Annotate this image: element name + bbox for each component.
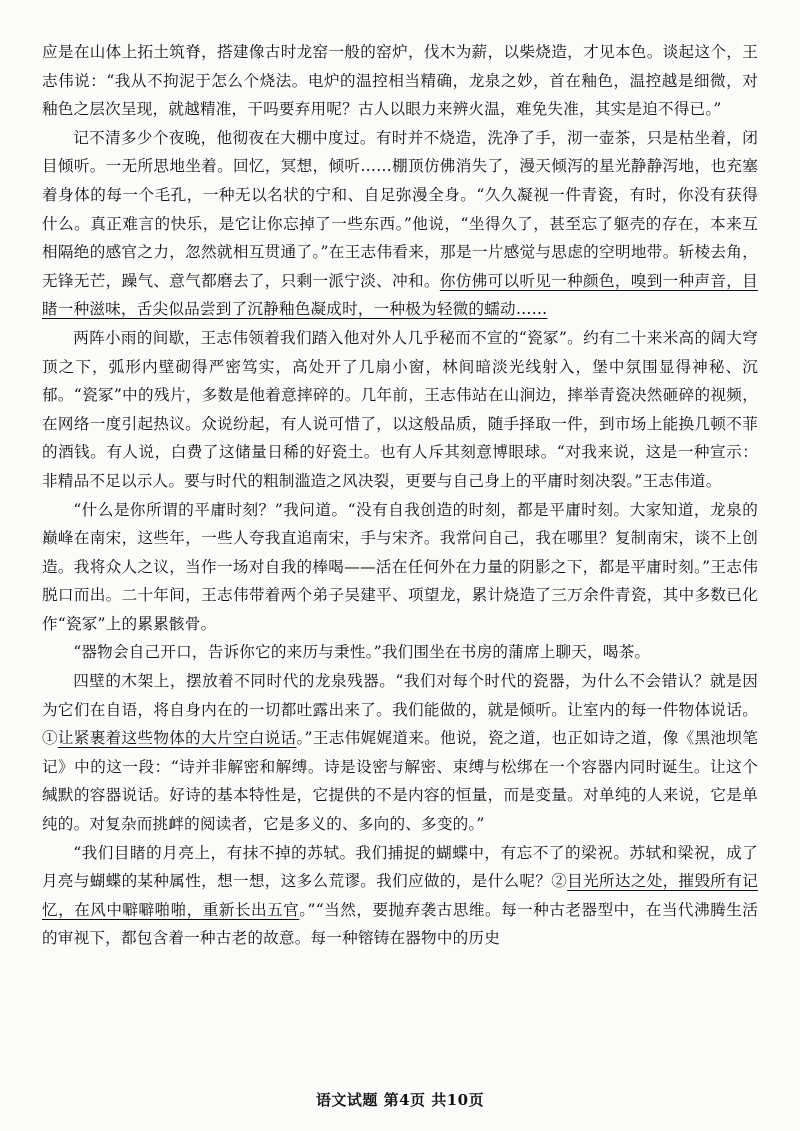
text-segment: 。”王志伟娓娓道来。他说，瓷之道，也正如诗之道，像《黑池坝笔记》中的这一段：“诗并非解密和解缚。诗是设密与解密、束缚与松绑在一个容器内同时诞生。让这个缄默的容器说话。好诗的基本特性是，它提供的不是内容的恒量，而是变量。对单纯的人来说，它是单纯的。对复杂而挑衅的阅读者，它是多义的、多向的、多变的。” <box>42 729 758 834</box>
paragraph <box>42 38 758 124</box>
text-segment: “我们目睹的月亮上，有抹不掉的苏轼。我们捕捉的蝴蝶中，有忘不了的梁祝。苏轼和梁祝，成了月亮与蝴蝶的某种属性，想一想，这多么荒谬。我们应做的，是什么呢？② <box>42 843 758 891</box>
paragraph <box>42 839 758 953</box>
text-segment: 两阵小雨的间歇，王志伟领着我们踏入他对外人几乎秘而不宣的“瓷冢”。约有二十来米高的阔大穹顶之下，弧形内壁砌得严密笃实，高处开了几扇小窗，林间暗淡光线射入，堡中氛围显得神秘、沉郁。“瓷冢”中的残片，多数是他着意摔碎的。几年前，王志伟站在山涧边，摔举青瓷决然砸碎的视频，在网络一度引起热议。众说纷起，有人说可惜了，以这般品质，随手择取一件，到市场上能换几顿不菲的酒钱。有人说，白费了这储量日稀的好瓷土。也有人斥其刻意博眼球。“对我来说，这是一种宣示：非精品不足以示人。要与时代的粗制滥造之风决裂，更要与自己身上的平庸时刻决裂。”王志伟道。 <box>42 328 758 490</box>
article-body <box>42 38 758 953</box>
text-segment: “器物会自己开口，告诉你它的来历与秉性。”我们围坐在书房的蒲席上聊天，喝茶。 <box>73 643 651 662</box>
paragraph <box>42 496 758 639</box>
underlined-text: 让紧裹着这些物体的大片空白说话 <box>57 729 297 748</box>
underlined-text: 目光所达之处，摧毁所有记忆，在风中噼噼啪啪，重新长出五官 <box>42 872 758 919</box>
text-segment: 应是在山体上拓土筑脊，搭建像古时龙窑一般的窑炉，伐木为薪，以柴烧造，才见本色。谈起这个，王志伟说：“我从不拘泥于怎么个烧法。电炉的温控相当精确，龙泉之妙，首在釉色，温控越是细微，对釉色之层次呈现，就越精准，干吗要弃用呢？古人以眼力来辨火温，难免失准，其实是迫不得已。” <box>42 43 758 119</box>
underlined-text: 你仿佛可以听见一种颜色，嗅到一种声音，目睹一种滋味，舌尖似品尝到了沉静釉色凝成时，一种极为轻微的蠕动…… <box>42 271 758 319</box>
text-segment: “什么是你所谓的平庸时刻？”我问道。“没有自我创造的时刻，都是平庸时刻。大家知道，龙泉的巅峰在南宋，这些年，一些人夸我直追南宋，手与宋齐。我常问自己，我在哪里？复制南宋，谈不上创造。我将众人之议，当作一场对自我的棒喝——活在任何外在力量的阴影之下，都是平庸时刻。”王志伟脱口而出。二十年间，王志伟带着两个弟子吴建平、项望龙，累计烧造了三万余件青瓷，其中多数已化作“瓷冢”上的累累骸骨。 <box>42 500 758 633</box>
paragraph <box>42 324 758 496</box>
paragraph <box>42 124 758 324</box>
paragraph <box>42 638 758 667</box>
text-segment: 四壁的木架上，摆放着不同时代的龙泉残器。“我们对每个时代的瓷器，为什么不会错认？就是因为它们在自语，将自身内在的一切都吐露出来了。我们能做的，就是倾听。让室内的每一件物体说话。① <box>42 672 758 748</box>
text-segment: 。”“当然，要抛弃袭古思维。每一种古老器型中，在当代沸腾生活的审视下，都包含着一种古老的故意。每一种镕铸在器物中的历史 <box>42 900 758 948</box>
text-segment: 记不清多少个夜晚，他彻夜在大棚中度过。有时并不烧造，洗净了手，沏一壶茶，只是枯坐着，闭目倾听。一无所思地坐着。回忆，冥想，倾听……棚顶仿佛消失了，漫天倾泻的星光静静泻地，也充塞着身体的每一个毛孔，一种无以名状的宁和、自足弥漫全身。“久久凝视一件青瓷，有时，你没有获得什么。真正难言的快乐，是它让你忘掉了一些东西。”他说，“坐得久了，甚至忘了躯壳的存在，本来互相隔绝的感官之力，忽然就相互贯通了。”在王志伟看来，那是一片感觉与思虑的空明地带。斩棱去角，无锋无芒，躁气、意气都磨去了，只剩一派宁淡、冲和。 <box>42 128 758 290</box>
page-footer: 语文试题 第4页 共10页 <box>315 1091 485 1109</box>
paragraph <box>42 667 758 839</box>
